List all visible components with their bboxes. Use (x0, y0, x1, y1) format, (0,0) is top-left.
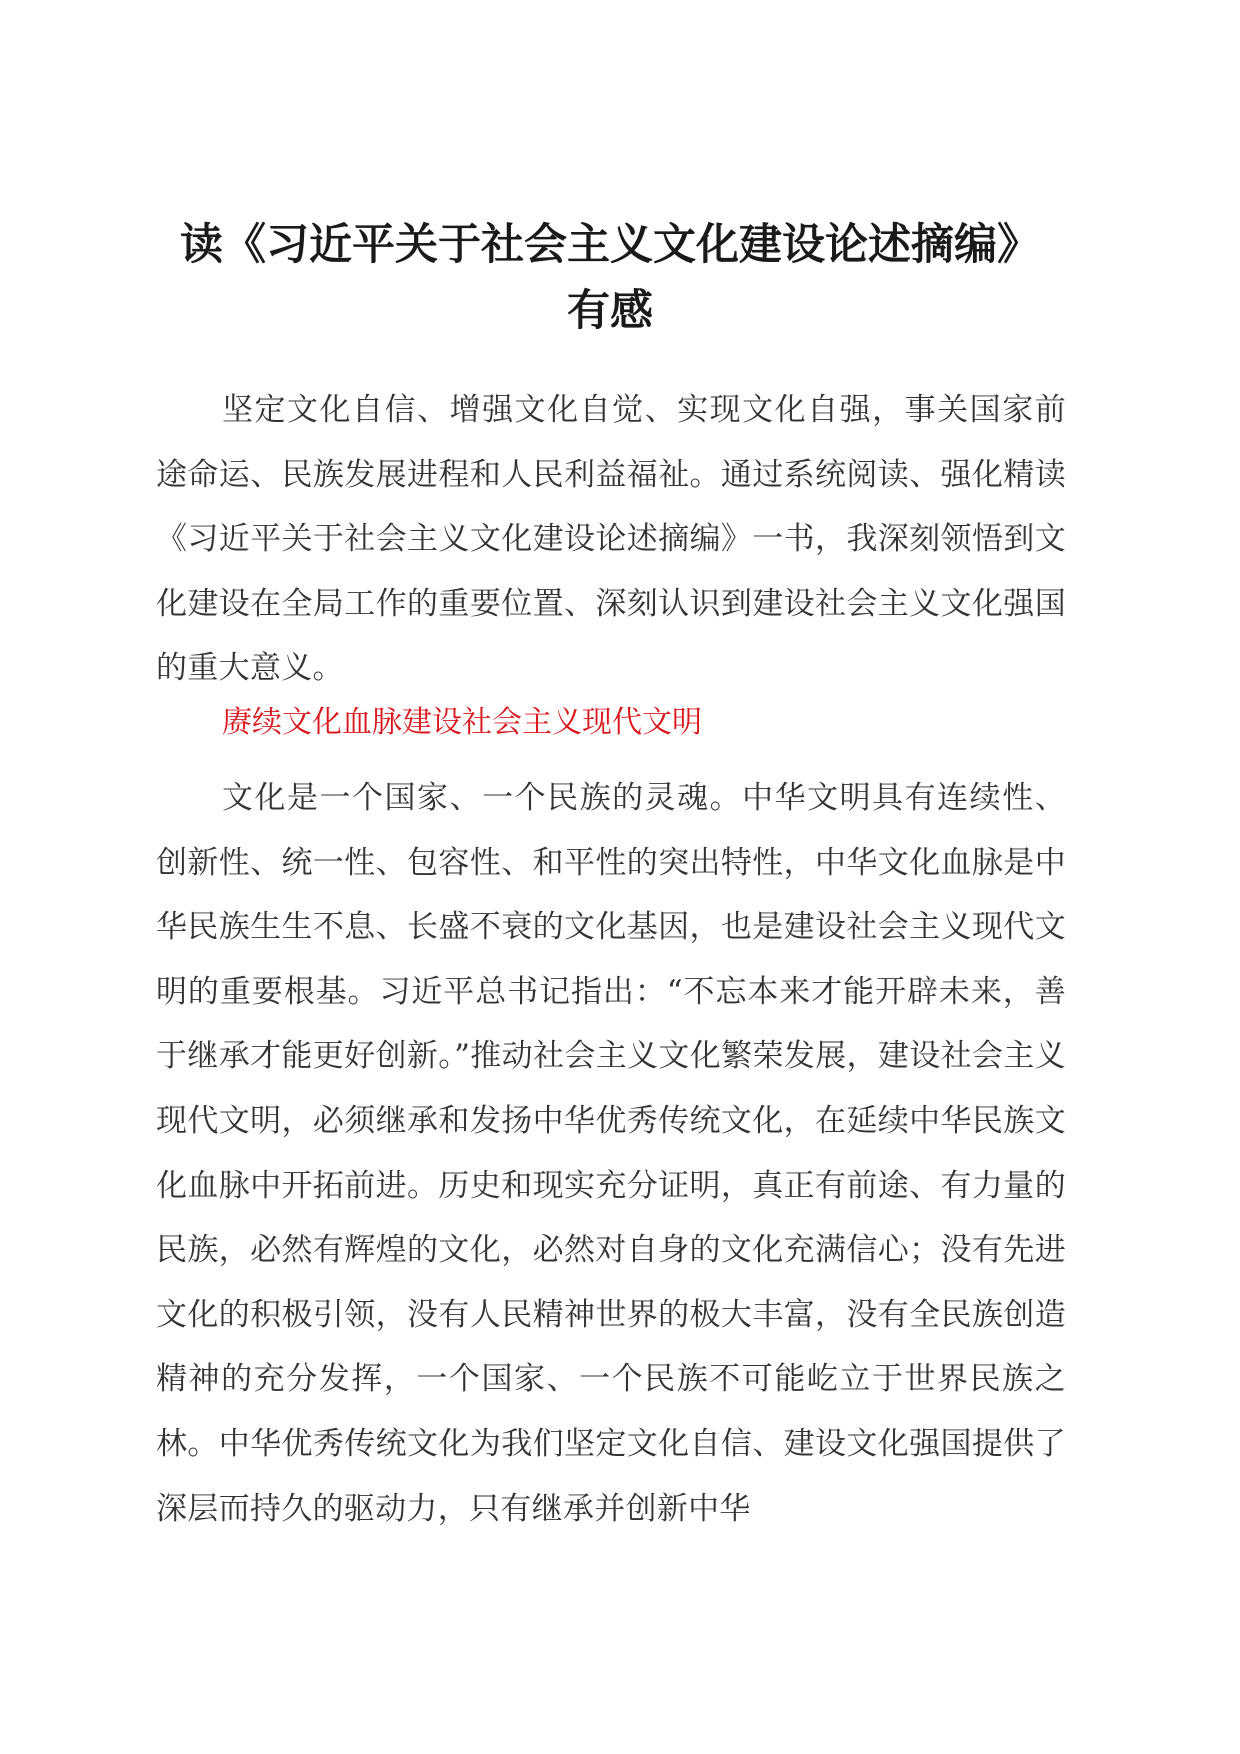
intro-paragraph: 坚定文化自信、增强文化自觉、实现文化自强，事关国家前途命运、民族发展进程和人民利益福祉。通过系统阅读、强化精读《习近平关于社会主义文化建设论述摘编》一书，我深刻领悟到文化建设在全局工作的重要位置、深刻认识到建设社会主义文化强国的重大意义。 (156, 392, 1066, 687)
body-paragraph: 文化是一个国家、一个民族的灵魂。中华文明具有连续性、创新性、统一性、包容性、和平性的突出特性，中华文化血脉是中华民族生生不息、长盛不衰的文化基因，也是建设社会主义现代文明的重要根基。习近平总书记指出：“不忘本来才能开辟未来，善于继承才能更好创新。”推动社会主义文化繁荣发展，建设社会主义现代文明，必须继承和发扬中华优秀传统文化，在延续中华民族文化血脉中开拓前进。历史和现实充分证明，真正有前途、有力量的民族，必然有辉煌的文化，必然对自身的文化充满信心；没有先进文化的积极引领，没有人民精神世界的极大丰富，没有全民族创造精神的充分发挥，一个国家、一个民族不可能屹立于世界民族之林。中华优秀传统文化为我们坚定文化自信、建设文化强国提供了深层而持久的驱动力，只有继承并创新中华 (156, 780, 1066, 1527)
section-heading: 赓续文化血脉建设社会主义现代文明 (222, 705, 702, 740)
document-title-line2: 有感 (567, 286, 653, 336)
document-title-line1: 读《习近平关于社会主义文化建设论述摘编》 (180, 220, 1040, 270)
